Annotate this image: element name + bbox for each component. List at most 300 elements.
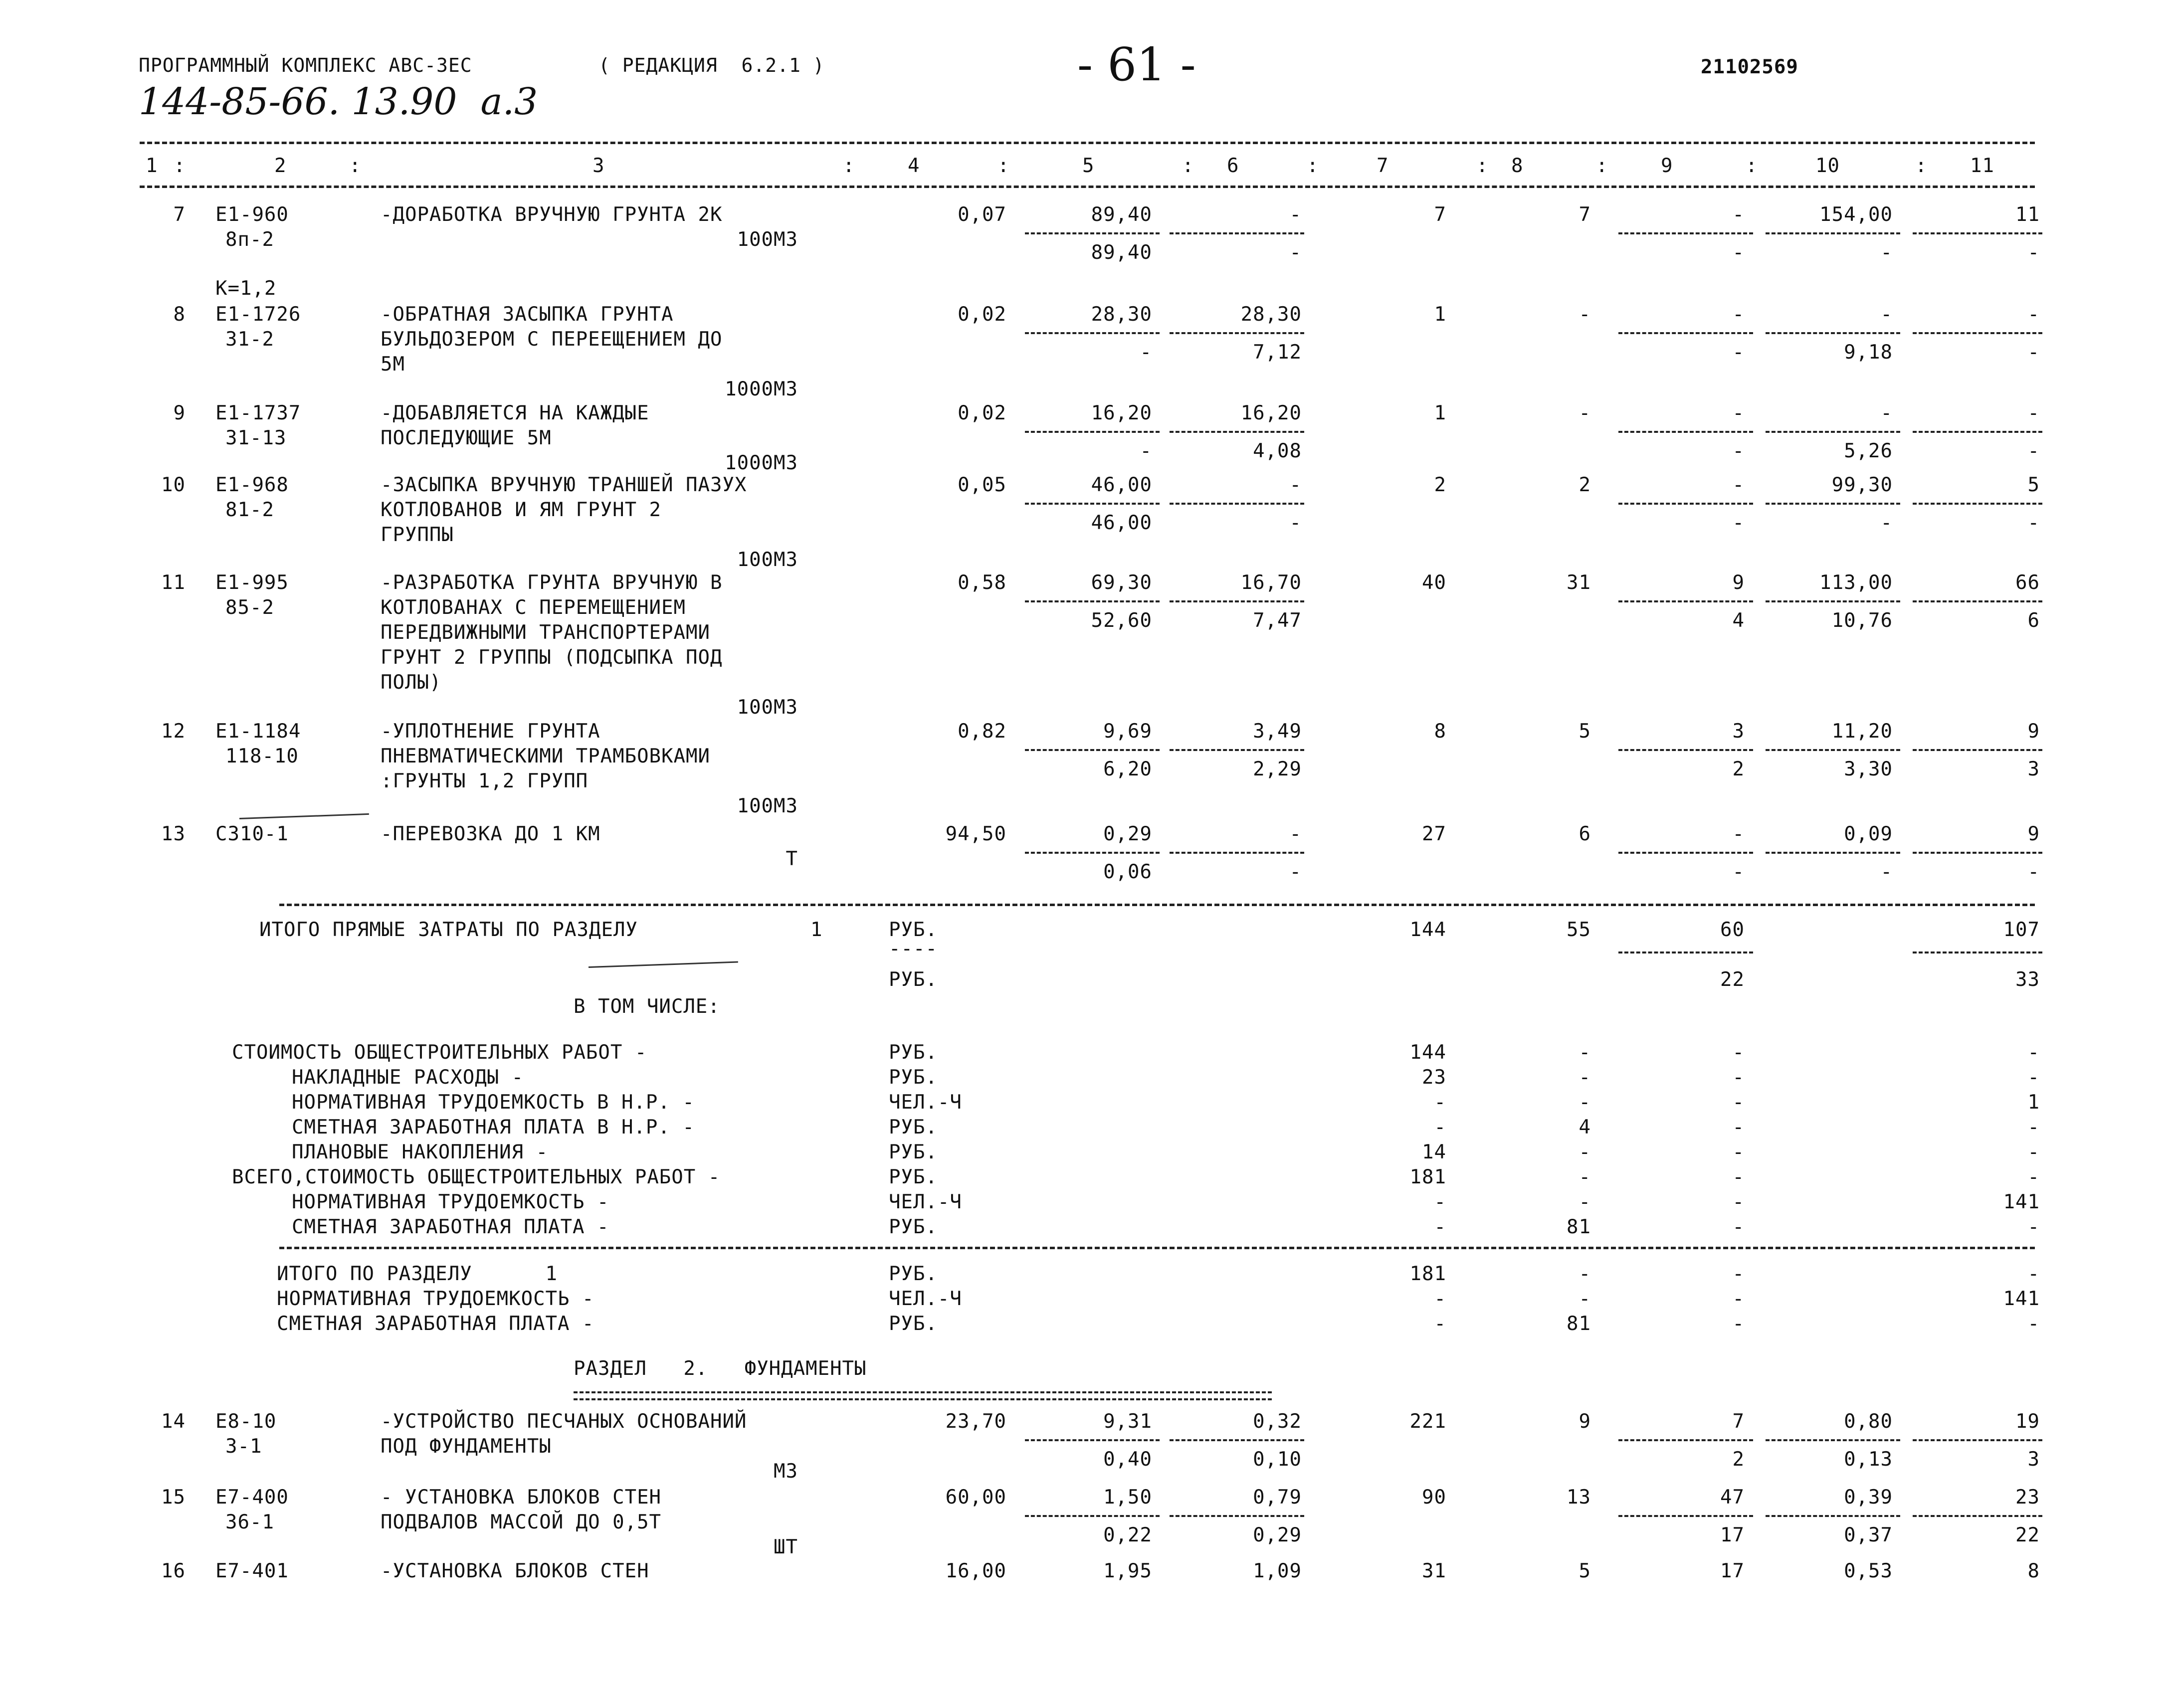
breakdown-col7: - [1434,1116,1446,1139]
section-total-col8: 81 [1567,1313,1591,1335]
breakdown-label: СТОИМОСТЬ ОБЩЕСТРОИТЕЛЬНЫХ РАБОТ - [232,1041,647,1064]
value-c11: 66 [2015,571,2040,594]
breakdown-col8: - [1579,1191,1591,1213]
value-c11: - [2027,303,2040,326]
cell-divider [1025,1439,1160,1441]
cell-divider [1913,951,2042,953]
cell-divider [1766,1515,1900,1517]
cell-divider [1618,431,1753,433]
value-c7: 40 [1422,571,1446,594]
sub-value-c6: 0,29 [1253,1524,1302,1546]
value-c5: 28,30 [1091,303,1152,326]
sub-value-c9: 2 [1732,1448,1745,1471]
work-description: - УСТАНОВКА БЛОКОВ СТЕН [381,1486,662,1509]
value-c9: - [1732,402,1745,424]
value-c9: - [1732,303,1745,326]
value-c9: 17 [1720,1560,1745,1582]
value-c6: 28,30 [1240,303,1302,326]
work-description: -ПЕРЕВОЗКА ДО 1 КМ [381,823,600,845]
breakdown-col11: - [2027,1066,2040,1089]
value-c10: - [1880,303,1893,326]
breakdown-col7: 144 [1409,1041,1446,1064]
breakdown-col9: - [1732,1166,1745,1188]
breakdown-label: ВСЕГО,СТОИМОСТЬ ОБЩЕСТРОИТЕЛЬНЫХ РАБОТ - [232,1166,721,1188]
unit-of-measure: 1000М3 [725,452,798,474]
breakdown-col8: 81 [1567,1216,1591,1238]
work-description: -УСТРОЙСТВО ПЕСЧАНЫХ ОСНОВАНИЙ [381,1410,747,1433]
breakdown-label: НОРМАТИВНАЯ ТРУДОЕМКОСТЬ В Н.Р. - [292,1091,695,1114]
norm-code: Е7-401 [215,1560,289,1582]
including-label: В ТОМ ЧИСЛЕ: [574,995,720,1018]
value-c5: 69,30 [1091,571,1152,594]
cell-divider [1170,503,1304,505]
section-total-col7: - [1434,1313,1446,1335]
total-col9-sub: 22 [1720,968,1745,991]
quantity: 23,70 [945,1410,1006,1433]
sub-value-c9: 17 [1720,1524,1745,1546]
column-header-9: 9 [1661,155,1673,177]
column-separator: : [843,155,855,177]
value-c5: 9,31 [1103,1410,1152,1433]
sub-value-c11: - [2027,512,2040,534]
value-c6: 0,79 [1253,1486,1302,1509]
breakdown-unit: РУБ. [889,1166,938,1188]
column-separator: : [349,155,362,177]
breakdown-unit: ЧЕЛ.-Ч [889,1191,962,1213]
work-description: -ЗАСЫПКА ВРУЧНУЮ ТРАНШЕЙ ПАЗУХ [381,474,747,496]
sub-value-c9: - [1732,241,1745,264]
cell-divider [1025,1515,1160,1517]
item-number: 8 [173,303,186,326]
value-c7: 221 [1409,1410,1446,1433]
value-c8: 5 [1579,720,1591,743]
quantity: 0,82 [958,720,1006,743]
cell-divider [1618,332,1753,334]
column-separator: : [1476,155,1489,177]
work-description: -ДОБАВЛЯЕТСЯ НА КАЖДЫЕ [381,402,649,424]
sub-value-c10: 10,76 [1831,609,1893,632]
breakdown-col8: - [1579,1141,1591,1163]
unit-of-measure: 100М3 [737,696,798,719]
breakdown-col7: 181 [1409,1166,1446,1188]
value-c10: 0,80 [1844,1410,1893,1433]
value-c9: - [1732,474,1745,496]
item-number: 15 [161,1486,186,1509]
unit-of-measure: ШТ [774,1536,798,1558]
norm-subcode: 8п-2 [225,228,274,251]
value-c10: 11,20 [1831,720,1893,743]
cell-divider [1913,749,2042,751]
value-c11: 23 [2015,1486,2040,1509]
breakdown-col9: - [1732,1216,1745,1238]
cell-divider [1170,1439,1304,1441]
header-bottom-rule [140,186,2035,188]
unit-rub: РУБ. [889,968,938,991]
norm-subcode: 81-2 [225,499,274,521]
breakdown-col11: - [2027,1041,2040,1064]
cell-divider [1766,332,1900,334]
sub-value-c10: - [1880,241,1893,264]
value-c11: 8 [2027,1560,2040,1582]
breakdown-label: СМЕТНАЯ ЗАРАБОТНАЯ ПЛАТА В Н.Р. - [292,1116,695,1139]
sub-value-c5: 0,06 [1103,861,1152,883]
value-c8: 9 [1579,1410,1591,1433]
column-header-1: 1 [146,155,158,177]
sub-value-c9: - [1732,341,1745,364]
cell-divider [1913,1439,2042,1441]
norm-subcode: 31-13 [225,427,287,449]
cell-divider [1618,749,1753,751]
cell-divider [1913,503,2042,505]
sub-value-c5: 89,40 [1091,241,1152,264]
norm-code: Е1-968 [215,474,289,496]
cell-divider [1766,431,1900,433]
value-c10: 154,00 [1819,203,1893,226]
value-c9: - [1732,823,1745,845]
sub-value-c5: 6,20 [1103,758,1152,780]
sub-value-c9: 2 [1732,758,1745,780]
breakdown-col9: - [1732,1141,1745,1163]
column-separator: : [997,155,1010,177]
breakdown-col7: 23 [1422,1066,1446,1089]
value-c8: - [1579,402,1591,424]
value-c7: 31 [1422,1560,1446,1582]
norm-code: Е1-995 [215,571,289,594]
cell-divider [1618,951,1753,953]
cell-divider [1170,852,1304,854]
work-description: -ОБРАТНАЯ ЗАСЫПКА ГРУНТА [381,303,674,326]
section-total-col9: - [1732,1313,1745,1335]
work-description: ПОЛЫ) [381,671,442,694]
value-c9: 7 [1732,1410,1745,1433]
breakdown-col8: - [1579,1041,1591,1064]
sub-value-c11: - [2027,241,2040,264]
cell-divider [1025,600,1160,602]
value-c7: 90 [1422,1486,1446,1509]
sub-value-c6: - [1289,241,1302,264]
header-top-rule [140,142,2035,144]
sub-value-c11: - [2027,861,2040,883]
column-header-7: 7 [1377,155,1389,177]
value-c5: 0,29 [1103,823,1152,845]
cell-divider [1618,232,1753,234]
column-header-4: 4 [908,155,920,177]
breakdown-col7: - [1434,1191,1446,1213]
norm-code: Е8-10 [215,1410,277,1433]
sub-value-c11: 22 [2015,1524,2040,1546]
work-description: :ГРУНТЫ 1,2 ГРУПП [381,770,589,792]
column-header-10: 10 [1815,155,1840,177]
totals-rule [279,904,2035,906]
value-c8: 6 [1579,823,1591,845]
item-number: 7 [173,203,186,226]
breakdown-unit: ЧЕЛ.-Ч [889,1091,962,1114]
work-description: -РАЗРАБОТКА ГРУНТА ВРУЧНУЮ В [381,571,723,594]
cell-divider [1618,1515,1753,1517]
value-c9: 9 [1732,571,1745,594]
item-number: 13 [161,823,186,845]
value-c7: 1 [1434,303,1446,326]
value-c7: 27 [1422,823,1446,845]
sub-value-c6: 0,10 [1253,1448,1302,1471]
breakdown-col9: - [1732,1091,1745,1114]
cell-divider [1913,852,2042,854]
sub-value-c6: 7,12 [1253,341,1302,364]
breakdown-col8: 4 [1579,1116,1591,1139]
norm-code: Е1-1726 [215,303,301,326]
handwritten-stroke [589,961,738,968]
value-c10: 0,39 [1844,1486,1893,1509]
sub-value-c9: - [1732,440,1745,462]
section-2-title: РАЗДЕЛ 2. ФУНДАМЕНТЫ [574,1357,867,1380]
work-description: ПОД ФУНДАМЕНТЫ [381,1435,552,1458]
section-total-label: ИТОГО ПО РАЗДЕЛУ 1 [277,1263,558,1285]
breakdown-col11: - [2027,1116,2040,1139]
cell-divider [1913,431,2042,433]
value-c6: - [1289,823,1302,845]
total-col9: 60 [1720,919,1745,941]
norm-code: С310-1 [215,823,289,845]
value-c7: 8 [1434,720,1446,743]
value-c5: 1,50 [1103,1486,1152,1509]
breakdown-col8: - [1579,1091,1591,1114]
breakdown-unit: РУБ. [889,1141,938,1163]
breakdown-col7: - [1434,1216,1446,1238]
value-c5: 1,95 [1103,1560,1152,1582]
sub-value-c10: 9,18 [1844,341,1893,364]
value-c8: 13 [1567,1486,1591,1509]
total-col8: 55 [1567,919,1591,941]
section-total-rule [279,1247,2035,1249]
item-number: 11 [161,571,186,594]
sub-value-c5: 0,40 [1103,1448,1152,1471]
sub-value-c10: - [1880,861,1893,883]
column-header-3: 3 [593,155,605,177]
quantity: 0,58 [958,571,1006,594]
quantity: 60,00 [945,1486,1006,1509]
value-c6: - [1289,474,1302,496]
section-total-unit: РУБ. [889,1263,938,1285]
breakdown-unit: РУБ. [889,1116,938,1139]
value-c8: 2 [1579,474,1591,496]
breakdown-col9: - [1732,1066,1745,1089]
work-description: КОТЛОВАНАХ С ПЕРЕМЕЩЕНИЕМ [381,596,686,619]
section-total-col8: - [1579,1263,1591,1285]
norm-code: Е1-960 [215,203,289,226]
sub-value-c5: 0,22 [1103,1524,1152,1546]
value-c6: 1,09 [1253,1560,1302,1582]
breakdown-col8: - [1579,1166,1591,1188]
column-separator: : [1746,155,1758,177]
value-c7: 7 [1434,203,1446,226]
value-c8: 7 [1579,203,1591,226]
sub-value-c6: - [1289,512,1302,534]
unit-of-measure: Т [786,848,798,870]
value-c7: 1 [1434,402,1446,424]
section-total-col7: - [1434,1288,1446,1310]
breakdown-unit: РУБ. [889,1041,938,1064]
sub-value-c9: - [1732,512,1745,534]
unit-of-measure: 1000М3 [725,378,798,400]
value-c10: 0,09 [1844,823,1893,845]
unit-of-measure: 100М3 [737,549,798,571]
unit-rub: РУБ. [889,919,938,941]
value-c11: 9 [2027,720,2040,743]
value-c11: - [2027,402,2040,424]
sub-value-c11: 3 [2027,1448,2040,1471]
value-c10: 0,53 [1844,1560,1893,1582]
value-c11: 9 [2027,823,2040,845]
value-c11: 19 [2015,1410,2040,1433]
total-col11-sub: 33 [2015,968,2040,991]
cell-divider [1766,503,1900,505]
breakdown-label: НОРМАТИВНАЯ ТРУДОЕМКОСТЬ - [292,1191,609,1213]
breakdown-col7: - [1434,1091,1446,1114]
cell-divider [1618,852,1753,854]
unit-of-measure: 100М3 [737,228,798,251]
breakdown-col11: 141 [2003,1191,2040,1213]
column-header-2: 2 [274,155,287,177]
value-c6: 0,32 [1253,1410,1302,1433]
section-number: 1 [810,919,823,941]
work-description: 5М [381,353,405,376]
breakdown-col11: - [2027,1141,2040,1163]
column-header-5: 5 [1082,155,1095,177]
section-total-label: СМЕТНАЯ ЗАРАБОТНАЯ ПЛАТА - [277,1313,594,1335]
sub-value-c9: - [1732,861,1745,883]
column-header-11: 11 [1970,155,1994,177]
handwritten-reference: 144-85-66. 13.90 а.3 [139,80,538,123]
norm-subcode: 85-2 [225,596,274,619]
sub-value-c11: 6 [2027,609,2040,632]
cell-divider [1618,1439,1753,1441]
cell-divider [1618,600,1753,602]
sub-value-c10: 0,37 [1844,1524,1893,1546]
sub-value-c11: - [2027,341,2040,364]
sub-value-c11: - [2027,440,2040,462]
value-c8: 31 [1567,571,1591,594]
column-header-8: 8 [1511,155,1524,177]
section-2-underline [574,1391,1272,1400]
value-c10: 113,00 [1819,571,1893,594]
section-total-unit: РУБ. [889,1313,938,1335]
item-number: 12 [161,720,186,743]
breakdown-col7: 14 [1422,1141,1446,1163]
work-description: КОТЛОВАНОВ И ЯМ ГРУНТ 2 [381,499,662,521]
value-c10: - [1880,402,1893,424]
work-description: ГРУППЫ [381,524,454,546]
value-c11: 11 [2015,203,2040,226]
norm-subcode: 36-1 [225,1511,274,1533]
item-number: 9 [173,402,186,424]
value-c11: 5 [2027,474,2040,496]
sub-value-c5: 52,60 [1091,609,1152,632]
page-number: - 61 - [1077,38,1196,91]
total-col7: 144 [1409,919,1446,941]
value-c8: 5 [1579,1560,1591,1582]
cell-divider [1913,1515,2042,1517]
cell-divider [1170,749,1304,751]
section-total-col8: - [1579,1288,1591,1310]
work-description: ПНЕВМАТИЧЕСКИМИ ТРАМБОВКАМИ [381,745,710,767]
program-name: ПРОГРАММНЫЙ КОМПЛЕКС АВС-3ЕС [139,54,472,76]
value-c6: - [1289,203,1302,226]
cell-divider [1766,232,1900,234]
unit-dash: ---- [889,938,938,960]
value-c6: 16,70 [1240,571,1302,594]
sub-value-c10: 3,30 [1844,758,1893,780]
sub-value-c10: 5,26 [1844,440,1893,462]
quantity: 0,02 [958,402,1006,424]
item-number: 16 [161,1560,186,1582]
value-c9: 3 [1732,720,1745,743]
sub-value-c10: - [1880,512,1893,534]
quantity: 16,00 [945,1560,1006,1582]
breakdown-label: СМЕТНАЯ ЗАРАБОТНАЯ ПЛАТА - [292,1216,609,1238]
cell-divider [1170,431,1304,433]
section-total-col11: 141 [2003,1288,2040,1310]
value-c9: - [1732,203,1745,226]
cell-divider [1025,332,1160,334]
work-description: ПЕРЕДВИЖНЫМИ ТРАНСПОРТЕРАМИ [381,621,710,644]
section-total-col11: - [2027,1263,2040,1285]
coefficient: К=1,2 [215,277,277,300]
breakdown-col11: 1 [2027,1091,2040,1114]
column-separator: : [1915,155,1928,177]
cell-divider [1766,1439,1900,1441]
item-number: 10 [161,474,186,496]
section-total-col9: - [1732,1263,1745,1285]
sub-value-c5: - [1140,341,1152,364]
column-separator: : [1596,155,1608,177]
sub-value-c6: 7,47 [1253,609,1302,632]
cell-divider [1766,749,1900,751]
column-header-6: 6 [1227,155,1239,177]
value-c5: 16,20 [1091,402,1152,424]
breakdown-col9: - [1732,1191,1745,1213]
value-c10: 99,30 [1831,474,1893,496]
cell-divider [1913,232,2042,234]
cell-divider [1170,232,1304,234]
value-c8: - [1579,303,1591,326]
breakdown-col8: - [1579,1066,1591,1089]
section-total-unit: ЧЕЛ.-Ч [889,1288,962,1310]
work-description: -УСТАНОВКА БЛОКОВ СТЕН [381,1560,649,1582]
item-number: 14 [161,1410,186,1433]
breakdown-col9: - [1732,1116,1745,1139]
breakdown-col9: - [1732,1041,1745,1064]
work-description: ГРУНТ 2 ГРУППЫ (ПОДСЫПКА ПОД [381,646,723,669]
norm-subcode: 3-1 [225,1435,262,1458]
cell-divider [1766,600,1900,602]
cell-divider [1025,749,1160,751]
cell-divider [1766,852,1900,854]
document-code: 21102569 [1701,56,1798,78]
unit-of-measure: 100М3 [737,795,798,817]
cell-divider [1913,332,2042,334]
quantity: 0,02 [958,303,1006,326]
value-c6: 16,20 [1240,402,1302,424]
sub-value-c5: - [1140,440,1152,462]
breakdown-unit: РУБ. [889,1216,938,1238]
sub-value-c11: 3 [2027,758,2040,780]
sub-value-c9: 4 [1732,609,1745,632]
direct-costs-label: ИТОГО ПРЯМЫЕ ЗАТРАТЫ ПО РАЗДЕЛУ [259,919,638,941]
total-col11: 107 [2003,919,2040,941]
column-separator: : [1307,155,1319,177]
cell-divider [1025,232,1160,234]
value-c6: 3,49 [1253,720,1302,743]
